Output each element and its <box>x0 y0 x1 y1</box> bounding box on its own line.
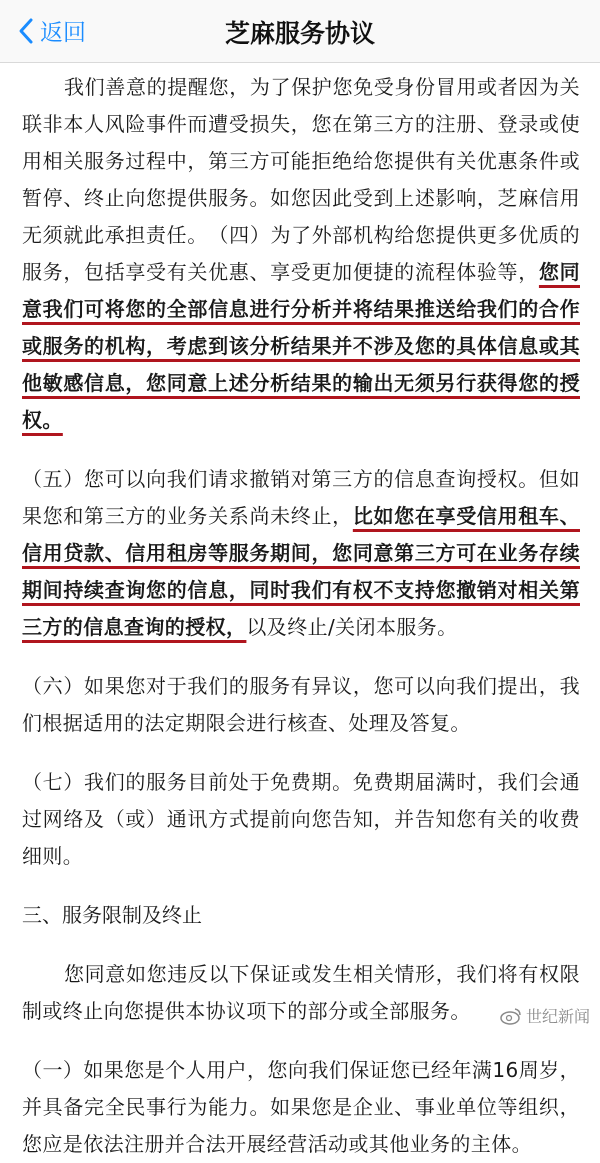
paragraph-tail: 以及终止/关闭本服务。 <box>246 615 458 639</box>
paragraph-reminder <box>22 69 580 439</box>
agreement-content <box>0 63 600 1163</box>
highlighted-clause: 您同意我们可将您的全部信息进行分析并将结果推送给我们的合作或服务的机构，考虑到该分析结果并不涉及您的具体信息或其他敏感信息，您同意上述分析结果的输出无须另行获得您的授权。 <box>22 260 580 432</box>
back-label: 返回 <box>40 20 86 46</box>
paragraph-restriction: 您同意如您违反以下保证或发生相关情形，我们将有权限制或终止向您提供本协议项下的部分或全部服务。 <box>22 962 580 1023</box>
watermark-text: 世纪新闻 <box>525 1007 590 1026</box>
watermark <box>500 1004 590 1027</box>
paragraph-objection: （六）如果您对于我们的服务有异议，您可以向我们提出，我们根据适用的法定期限会进行核查、处理及答复。 <box>22 674 580 735</box>
highlighted-clause: 比如您在享受信用租车、信用贷款、信用租房等服务期间，您同意第三方可在业务存续期间持续查询您的信息，同时我们有权不支持您撤销对相关第三方的信息查询的授权， <box>22 504 580 639</box>
section-heading: 三、服务限制及终止 <box>22 903 202 927</box>
nav-bar <box>0 0 600 63</box>
weibo-icon <box>500 1007 522 1025</box>
page-title: 芝麻服务协议 <box>224 19 375 48</box>
paragraph-text: 我们善意的提醒您，为了保护您免受身份冒用或者因为关联非本人风险事件而遭受损失，您在第三方的注册、登录或使用相关服务过程中，第三方可能拒绝给您提供有关优惠条件或暂停、终止向您提供服务。如您因此受到上述影响，芝麻信用无须就此承担责任。 （四）为了外部机构给您提供更多优质的服务，包括享受有关优惠、享受更加便捷的流程体验等， <box>22 75 580 284</box>
paragraph-free-period: （七）我们的服务目前处于免费期。免费期届满时，我们会通过网络及（或）通讯方式提前向您告知，并告知您有关的收费细则。 <box>22 770 580 868</box>
paragraph-revoke <box>22 461 580 646</box>
paragraph-age-requirement: （一）如果您是个人用户，您向我们保证您已经年满16周岁，并具备完全民事行为能力。如果您是企业、事业单位等组织，您应是依法注册并合法开展经营活动或其他业务的主体。 <box>22 1058 580 1156</box>
paragraph-text: （五）您可以向我们请求撤销对第三方的信息查询授权。但如果您和第三方的业务关系尚未终止， <box>22 467 580 528</box>
